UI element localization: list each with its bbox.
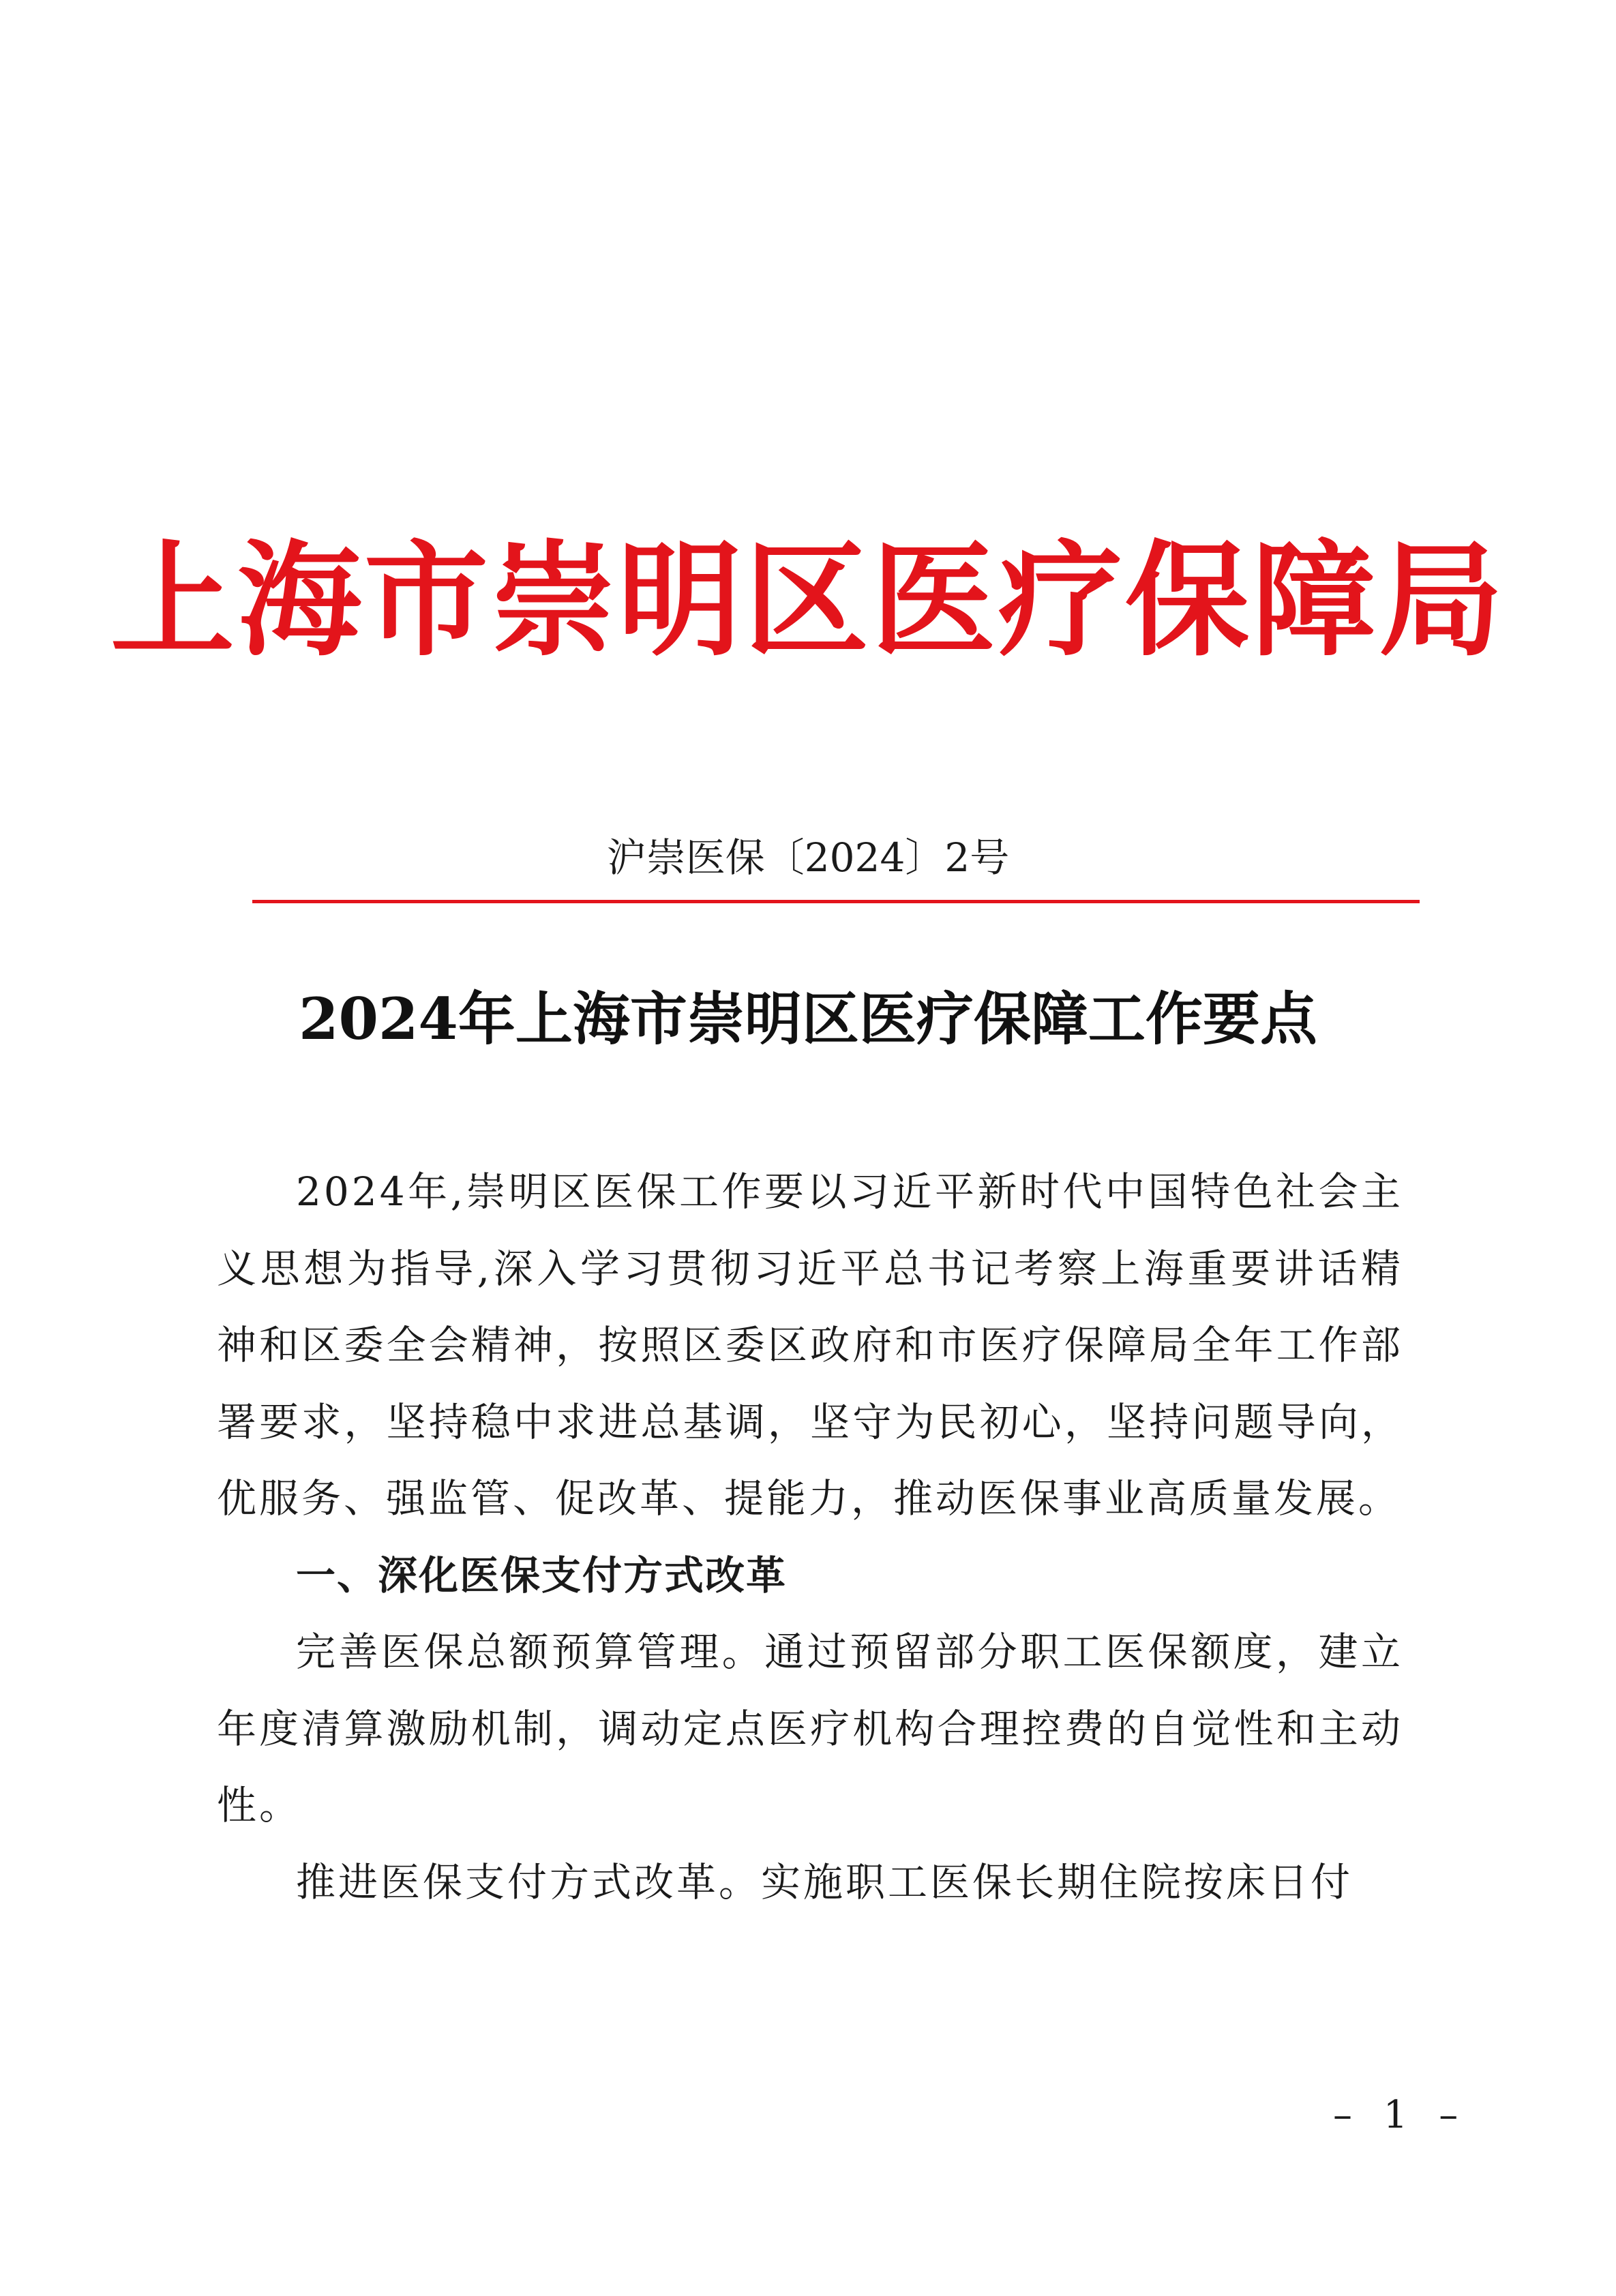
body-paragraph: 完善医保总额预算管理。通过预留部分职工医保额度，建立年度清算激励机制，调动定点医疗机构合理控费的自觉性和主动性。 [217, 1629, 1403, 1828]
body-paragraph: 推进医保支付方式改革。实施职工医保长期住院按床日付 [296, 1858, 1353, 1905]
document-number: 沪崇医保〔2024〕2号 [606, 834, 1010, 881]
section-heading: 一、深化医保支付方式改革 [296, 1552, 788, 1599]
page-number: – 1 – [1333, 2093, 1468, 2137]
document-title: 2024年上海市崇明区医疗保障工作要点 [299, 985, 1317, 1053]
intro-paragraph: 2024年,崇明区医保工作要以习近平新时代中国特色社会主义思想为指导,深入学习贯彻习近平总书记考察上海重要讲话精神和区委全会精神，按照区委区政府和市医疗保障局全年工作部署要求，坚持稳中求进总基调，坚守为民初心，坚持问题导向，优服务、强监管、促改革、提能力，推动医保事业高质量发展。 [217, 1168, 1403, 1522]
issuing-agency-header: 上海市崇明区医疗保障局 [110, 527, 1506, 673]
red-divider-line [252, 900, 1420, 903]
document-body [217, 1153, 1403, 1920]
